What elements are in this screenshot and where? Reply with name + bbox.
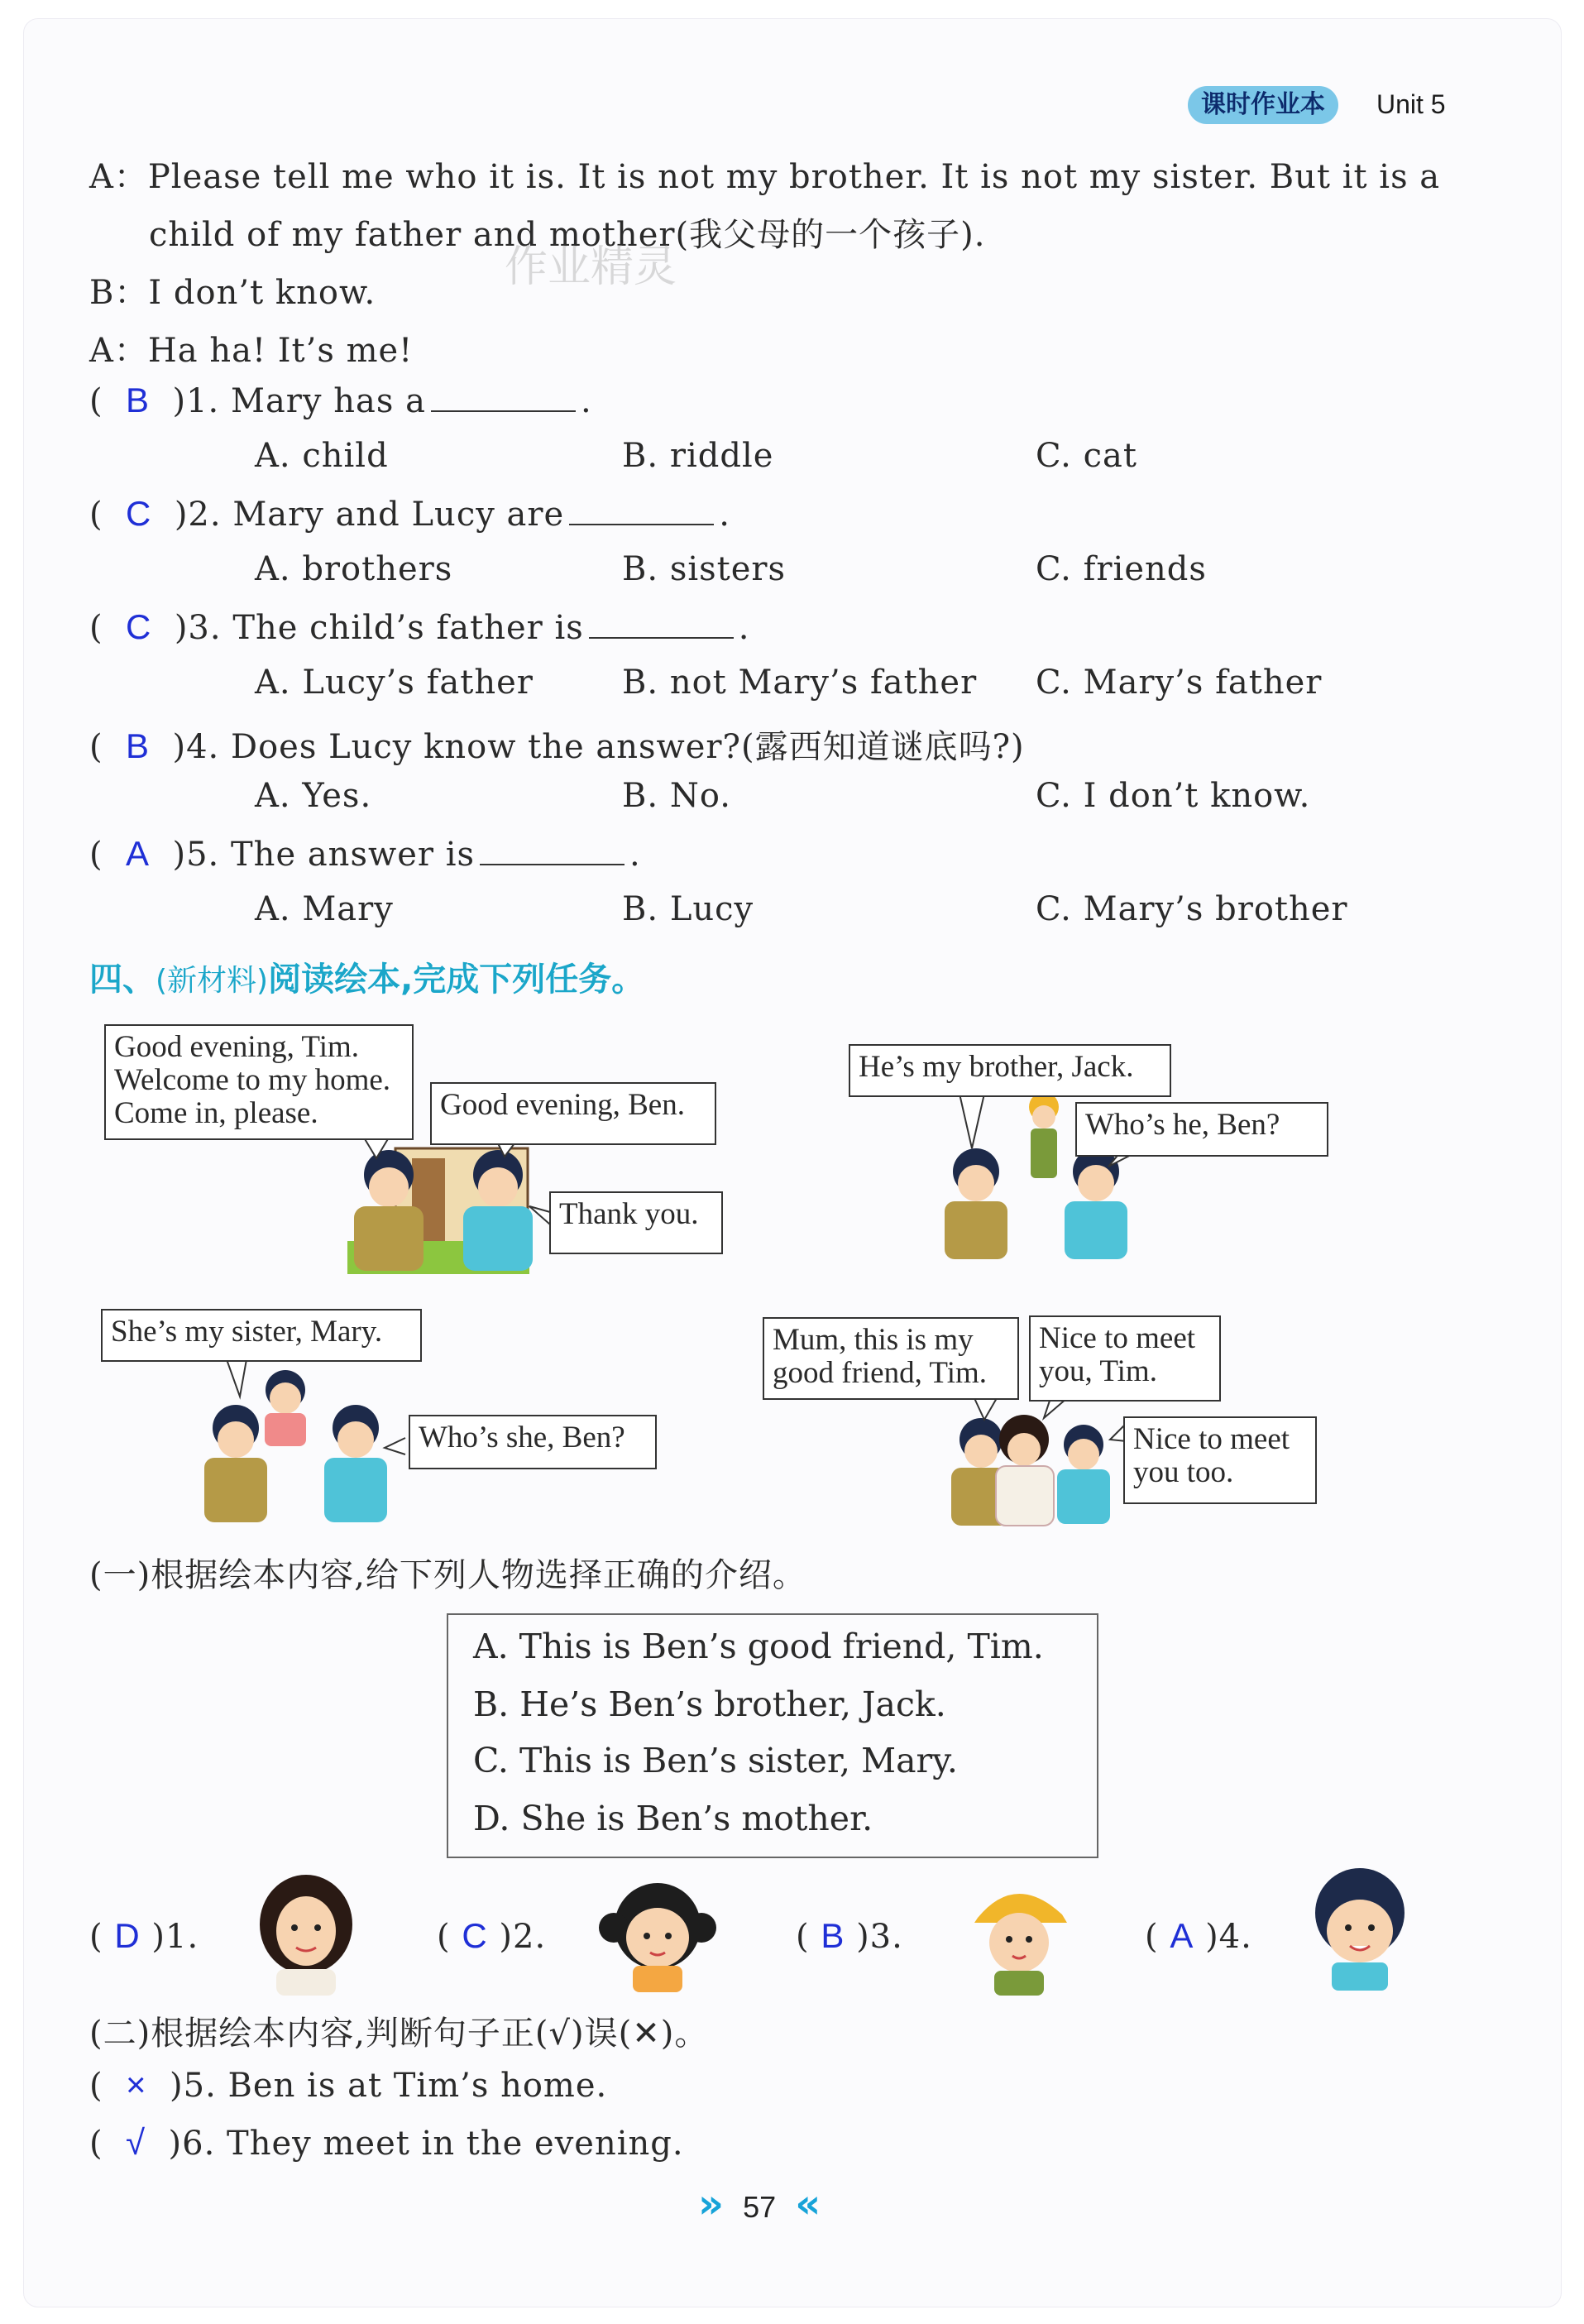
answer-mark: C xyxy=(462,1916,488,1955)
workbook-badge: 课时作业本 xyxy=(1188,86,1338,124)
bubble-line: Welcome to my home. xyxy=(114,1063,391,1097)
panel4-illustration xyxy=(951,1415,1110,1526)
chevron-left-icon: « xyxy=(795,2181,821,2227)
answer-mark: B xyxy=(821,1916,845,1955)
dialogue-text: Ha ha! It’s me! xyxy=(147,332,414,370)
answer-mark: C xyxy=(126,494,152,533)
bubble-panel2-answer xyxy=(849,1044,1171,1097)
bubble-line: Good evening, Ben. xyxy=(440,1088,685,1122)
page-footer xyxy=(698,2181,821,2227)
option-a: A. brothers xyxy=(255,550,453,588)
unit-label: Unit 5 xyxy=(1376,89,1446,119)
part1-instruction: (一)根据绘本内容,给下列人物选择正确的介绍。 xyxy=(89,1556,806,1594)
watermark: 作业精灵 xyxy=(505,242,677,292)
question-4: ( B )4. Does Lucy know the answer?(露西知道谜底吗?) xyxy=(89,726,1025,766)
dialogue-text: I don’t know. xyxy=(148,274,376,312)
bubble-panel4-mum xyxy=(1029,1315,1221,1402)
bubble-line: Thank you. xyxy=(559,1197,699,1231)
option-a: A. Yes. xyxy=(255,777,372,815)
question-1: ( B )1. Mary has a . xyxy=(89,381,592,420)
option-b: B. No. xyxy=(622,777,731,815)
item-number: )5. xyxy=(170,2067,217,2105)
bubble-panel4-intro xyxy=(763,1317,1019,1400)
question-stem-end: . xyxy=(719,496,730,534)
bubble-line: Nice to meet xyxy=(1039,1321,1196,1355)
answer-mark: A xyxy=(126,834,151,873)
answer-mark: C xyxy=(126,607,152,646)
panel1-illustration xyxy=(347,1148,533,1274)
bubble-line: Good evening, Tim. xyxy=(114,1030,360,1064)
question-number: )3. xyxy=(174,609,222,647)
question-number: )1. xyxy=(172,382,220,420)
bubble-panel1-reply xyxy=(549,1191,723,1254)
panel3-illustration xyxy=(204,1370,387,1522)
bubble-line: you, Tim. xyxy=(1039,1354,1157,1388)
speaker: A： xyxy=(89,158,148,196)
question-stem-end: . xyxy=(629,836,641,874)
question-stem: Mary has a xyxy=(231,382,426,420)
question-stem: The answer is xyxy=(231,836,476,874)
answer-mark: B xyxy=(126,381,151,419)
question-stem: Mary and Lucy are xyxy=(232,496,565,534)
page-number: 57 xyxy=(743,2190,777,2224)
question-stem: Does Lucy know the answer?(露西知道谜底吗?) xyxy=(231,728,1025,766)
match-item-2: ( C )2. xyxy=(437,1916,547,1956)
answer-mark: A xyxy=(1170,1916,1194,1955)
boy-portrait-icon xyxy=(1302,1866,1418,1991)
option-line: B. He’s Ben’s brother, Jack. xyxy=(473,1684,946,1724)
question-stem-end: . xyxy=(580,382,592,420)
option-line: D. She is Ben’s mother. xyxy=(473,1799,873,1838)
girl-portrait-icon xyxy=(596,1876,720,1992)
question-3: ( C )3. The child’s father is . xyxy=(89,607,750,647)
dialogue-text: Please tell me who it is. It is not my brother. It is not my sister. But it is a xyxy=(147,158,1441,196)
speaker: B： xyxy=(89,274,149,312)
question-stem: The child’s father is xyxy=(232,609,584,647)
bubble-line: She’s my sister, Mary. xyxy=(111,1315,383,1349)
match-item-3: ( B )3. xyxy=(796,1916,903,1956)
option-b: B. Lucy xyxy=(622,890,754,928)
dialogue-text: child of my father and mother(我父母的一个孩子). xyxy=(149,216,986,254)
speaker: A： xyxy=(89,332,148,370)
item-number: )1. xyxy=(151,1918,199,1956)
answer-mark: B xyxy=(126,726,151,765)
item-number: )6. xyxy=(168,2125,216,2163)
answer-mark: √ xyxy=(126,2123,146,2162)
option-c: C. I don’t know. xyxy=(1036,777,1311,815)
option-b: B. not Mary’s father xyxy=(622,664,978,702)
question-number: )4. xyxy=(172,728,220,766)
bubble-line: good friend, Tim. xyxy=(773,1356,988,1390)
option-line: A. This is Ben’s good friend, Tim. xyxy=(473,1627,1044,1666)
option-line: C. This is Ben’s sister, Mary. xyxy=(473,1741,958,1780)
chevron-right-icon: » xyxy=(698,2181,725,2227)
item-text: They meet in the evening. xyxy=(227,2125,684,2163)
bubble-line: Come in, please. xyxy=(114,1096,318,1130)
bubble-line: Who’s she, Ben? xyxy=(419,1421,625,1454)
item-number: )4. xyxy=(1205,1918,1252,1956)
match-item-1: ( D )1. xyxy=(89,1916,199,1956)
bubble-line: Who’s he, Ben? xyxy=(1085,1108,1280,1142)
judge-item-5: ( × )5. Ben is at Tim’s home. xyxy=(89,2065,608,2105)
part2-instruction: (二)根据绘本内容,判断句子正(√)误(✕)。 xyxy=(89,2015,709,2053)
judge-item-6: ( √ )6. They meet in the evening. xyxy=(89,2123,684,2163)
bubble-panel4-reply xyxy=(1123,1416,1317,1504)
bubble-line: Mum, this is my xyxy=(773,1323,974,1357)
answer-mark: D xyxy=(114,1916,141,1955)
bubble-panel3-answer xyxy=(101,1309,422,1362)
bubble-panel2-question xyxy=(1075,1102,1328,1157)
boy-cap-portrait-icon xyxy=(966,1871,1074,1996)
option-c: C. cat xyxy=(1036,437,1137,475)
question-stem-end: . xyxy=(738,609,750,647)
bubble-panel1-host xyxy=(104,1024,414,1140)
match-item-4: ( A )4. xyxy=(1145,1916,1252,1956)
section-number: 四、 xyxy=(89,961,156,999)
option-c: C. friends xyxy=(1036,550,1207,588)
bubble-line: you too. xyxy=(1133,1455,1234,1489)
answer-mark: × xyxy=(126,2065,147,2104)
option-a: A. Lucy’s father xyxy=(255,664,534,702)
bubble-line: He’s my brother, Jack. xyxy=(859,1050,1134,1084)
mother-portrait-icon xyxy=(248,1871,364,1996)
question-2: ( C )2. Mary and Lucy are . xyxy=(89,494,730,534)
option-a: A. child xyxy=(255,437,389,475)
item-number: )2. xyxy=(499,1918,547,1956)
option-b: B. riddle xyxy=(622,437,774,475)
option-b: B. sisters xyxy=(622,550,787,588)
bubble-line: Nice to meet xyxy=(1133,1422,1290,1456)
question-number: )5. xyxy=(172,836,220,874)
option-a: A. Mary xyxy=(255,890,394,928)
question-5: ( A )5. The answer is . xyxy=(89,834,641,874)
question-number: )2. xyxy=(174,496,222,534)
character-options-box xyxy=(447,1613,1098,1858)
item-text: Ben is at Tim’s home. xyxy=(227,2067,608,2105)
section-tag: (新材料) xyxy=(156,964,269,998)
option-c: C. Mary’s father xyxy=(1036,664,1323,702)
bubble-panel3-question xyxy=(409,1415,657,1469)
section-heading: 阅读绘本,完成下列任务。 xyxy=(268,961,645,999)
option-c: C. Mary’s brother xyxy=(1036,890,1348,928)
bubble-panel1-guest xyxy=(430,1082,716,1145)
item-number: )3. xyxy=(856,1918,903,1956)
